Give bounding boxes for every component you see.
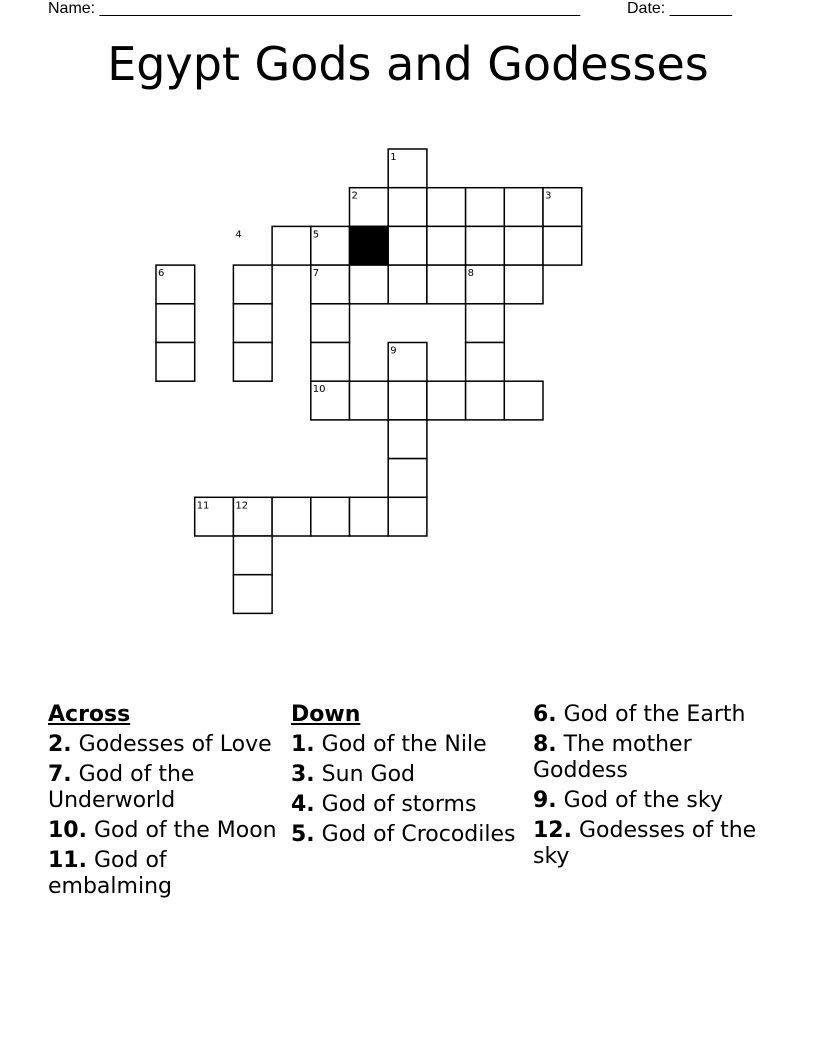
grid-cell[interactable] (350, 265, 389, 304)
across-heading: Across (48, 702, 131, 727)
grid-cell[interactable] (504, 188, 543, 227)
grid-cell[interactable] (233, 265, 272, 304)
clue-down-8: 8. The mother Goddess (533, 732, 692, 783)
clue-down-12: 12. Godesses of the sky (533, 818, 757, 869)
grid-cell[interactable] (388, 381, 427, 420)
clue-number-12: 12 (235, 500, 249, 512)
clue-number-6: 6 (158, 268, 165, 280)
grid-black-cell (350, 226, 389, 265)
clue-number-3: 3 (545, 190, 552, 202)
clue-number-9: 9 (390, 345, 397, 357)
grid-cell[interactable] (156, 343, 195, 382)
clue-number-1: 1 (390, 152, 397, 163)
name-field-label: Name: ______________________________________________________ (48, 0, 581, 17)
grid-cell[interactable] (466, 381, 505, 420)
grid-cell[interactable] (504, 381, 543, 420)
grid-cell[interactable] (466, 304, 505, 343)
clue-number-4: 4 (235, 229, 242, 241)
grid-cell[interactable] (156, 304, 195, 343)
clue-down-6: 6. God of the Earth (533, 702, 746, 727)
clue-across-2: 2. Godesses of Love (48, 732, 272, 757)
clue-number-8: 8 (467, 268, 474, 280)
grid-cell[interactable] (388, 459, 427, 498)
grid-cell[interactable] (466, 226, 505, 265)
grid-cell[interactable] (233, 304, 272, 343)
date-field-label: Date: _______ (627, 0, 732, 17)
grid-cell[interactable] (233, 343, 272, 382)
clue-number-10: 10 (312, 384, 326, 396)
grid-cell[interactable] (350, 497, 389, 536)
down-clues-continued (533, 702, 773, 874)
down-heading: Down (291, 702, 361, 727)
clue-number-7: 7 (312, 268, 320, 280)
grid-cell[interactable] (427, 381, 466, 420)
clue-down-1: 1. God of the Nile (291, 732, 487, 757)
grid-cell[interactable] (388, 497, 427, 536)
clue-across-11: 11. God of embalming (48, 848, 172, 899)
clue-number-5: 5 (312, 229, 320, 241)
clue-down-9: 9. God of the sky (533, 788, 723, 813)
grid-cell[interactable] (466, 188, 505, 227)
clue-number-2: 2 (351, 190, 358, 202)
page-title: Egypt Gods and Godesses (107, 37, 709, 91)
grid-cell[interactable] (427, 265, 466, 304)
grid-cell[interactable] (311, 497, 350, 536)
grid-cell[interactable] (466, 343, 505, 382)
clue-across-10: 10. God of the Moon (48, 818, 277, 843)
grid-cell[interactable] (388, 265, 427, 304)
clue-across-7: 7. God of the Underworld (48, 762, 195, 813)
grid-cell[interactable] (388, 226, 427, 265)
grid-cell[interactable] (233, 575, 272, 614)
down-clues (291, 702, 531, 852)
grid-cell[interactable] (504, 265, 543, 304)
grid-cell[interactable] (311, 343, 350, 382)
grid-cell[interactable] (504, 226, 543, 265)
across-clues (48, 702, 288, 904)
grid-cell[interactable] (272, 226, 311, 265)
clue-number-11: 11 (196, 500, 210, 512)
grid-cell[interactable] (272, 497, 311, 536)
clue-down-3: 3. Sun God (291, 762, 415, 787)
clue-down-4: 4. God of storms (291, 792, 477, 817)
grid-cell[interactable] (311, 304, 350, 343)
grid-cell[interactable] (427, 226, 466, 265)
grid-cell[interactable] (543, 226, 582, 265)
grid-cell[interactable] (233, 536, 272, 575)
grid-cell[interactable] (388, 188, 427, 227)
grid-cell[interactable] (388, 420, 427, 459)
clue-down-5: 5. God of Crocodiles (291, 822, 516, 847)
grid-cell[interactable] (350, 381, 389, 420)
grid-cell[interactable] (427, 188, 466, 227)
